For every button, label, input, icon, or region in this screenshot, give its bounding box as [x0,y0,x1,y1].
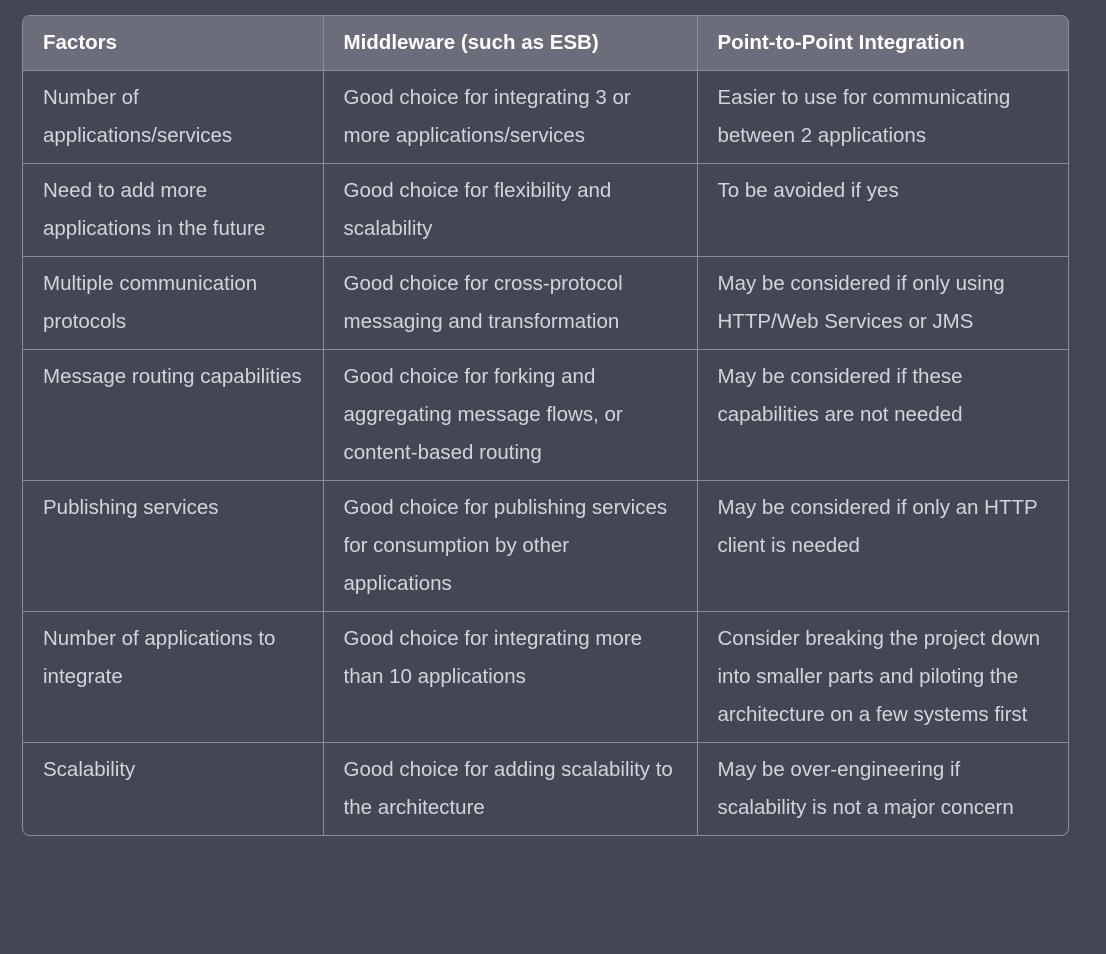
cell-middleware: Good choice for cross-protocol messaging and transformation [323,257,697,350]
cell-point-to-point: To be avoided if yes [697,164,1068,257]
header-middleware: Middleware (such as ESB) [323,16,697,71]
cell-point-to-point: May be over-engineering if scalability is not a major concern [717,758,1014,819]
cell-factor: Need to add more applications in the future [23,164,323,257]
cell-middleware: Good choice for forking and aggregating message flows, or content-based routing [323,350,697,481]
table-row [23,164,1068,257]
table-row [23,71,1068,164]
comparison-table-container [22,15,1069,836]
cell-middleware: Good choice for publishing services for consumption by other applications [323,481,697,612]
table-row [23,350,1068,481]
cell-factor: Publishing services [23,481,323,612]
header-factors: Factors [23,16,323,71]
cell-middleware: Good choice for integrating 3 or more applications/services [323,71,697,164]
table-row [23,743,1068,836]
cell-point-to-point: May be considered if only an HTTP client is needed [697,481,1068,612]
cell-middleware: Good choice for adding scalability to the architecture [323,743,697,836]
header-point-to-point: Point-to-Point Integration [697,16,1068,71]
cell-middleware: Good choice for flexibility and scalability [323,164,697,257]
table-row [23,481,1068,612]
table-row [23,257,1068,350]
table-body [23,71,1068,836]
cell-point-to-point: Consider breaking the project down into smaller parts and piloting the architecture on a few systems first [697,612,1068,743]
table-row [23,612,1068,743]
cell-factor: Scalability [23,743,323,836]
cell-point-to-point: Easier to use for communicating between 2 applications [697,71,1068,164]
cell-factor: Multiple communication protocols [23,257,323,350]
cell-middleware: Good choice for integrating more than 10 applications [323,612,697,743]
table-header [23,16,1068,71]
cell-factor: Message routing capabilities [23,350,323,481]
header-row [23,16,1068,71]
comparison-table [23,16,1068,835]
cell-factor: Number of applications to integrate [23,612,323,743]
cell-point-to-point: May be considered if these capabilities are not needed [697,350,1068,481]
cell-point-to-point: May be considered if only using HTTP/Web Services or JMS [697,257,1068,350]
cell-factor: Number of applications/services [23,71,323,164]
